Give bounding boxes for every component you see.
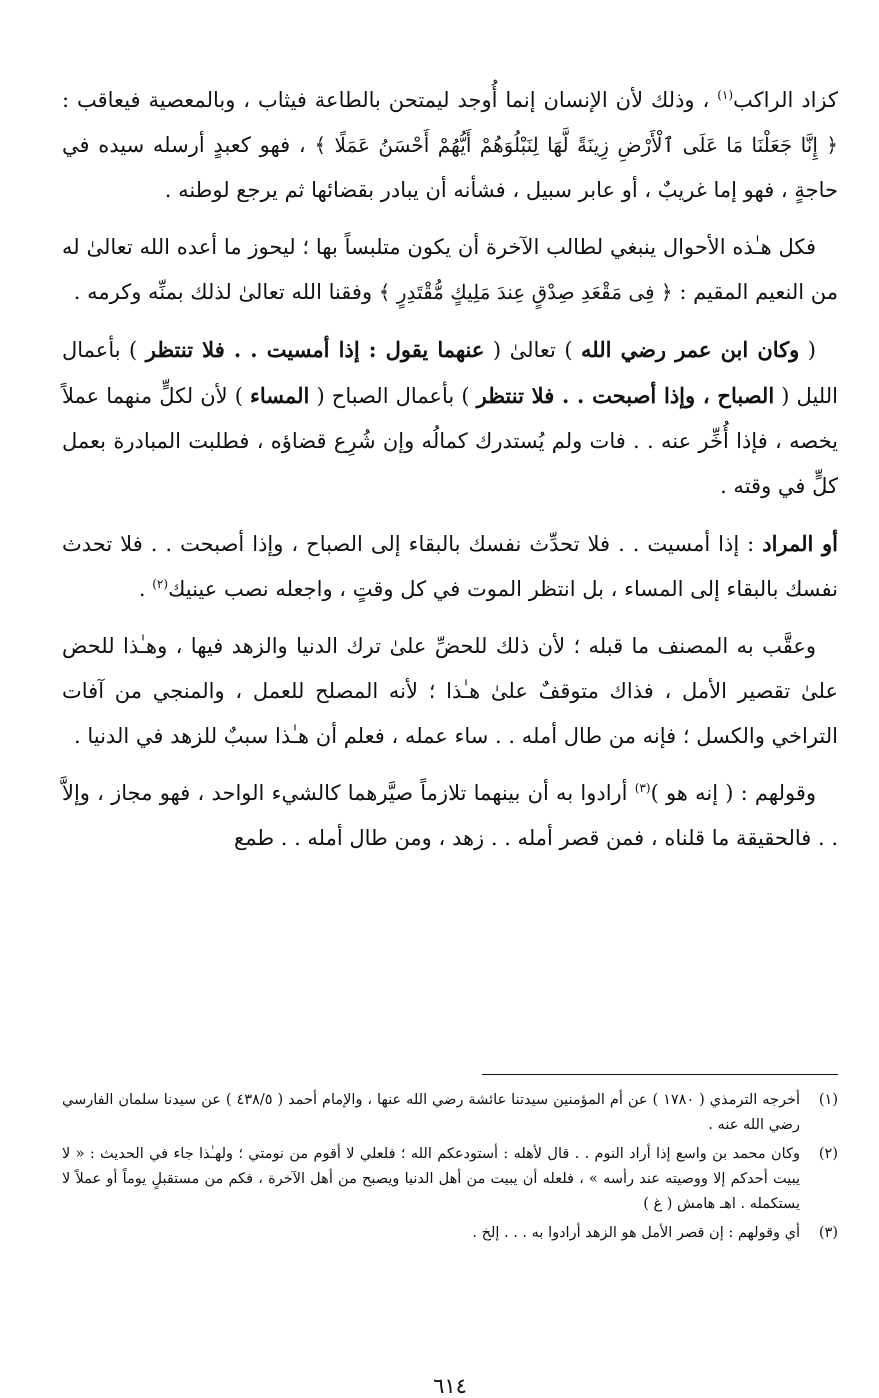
paragraph-3: [62, 327, 838, 509]
footnote-number: (٣): [818, 1225, 838, 1241]
footnote-ref-2[interactable]: (٢): [152, 577, 169, 591]
footnote-1: [62, 1088, 838, 1138]
hadith-text: الصباح ، وإذا أصبحت . . فلا تنتظر: [476, 383, 775, 408]
paragraph-5: [62, 624, 838, 759]
footnote-ref-3[interactable]: (٣): [634, 781, 651, 795]
text-run: ، فهو كعبدٍ أرسله سيده في حاجةٍ ، فهو إما غريبٌ ، أو عابر سبيل ، فشأنه أن يبادر بقضائها ثم يرجع لوطنه .: [62, 133, 838, 202]
text-run: (: [799, 338, 816, 362]
footnote-divider: [482, 1074, 838, 1075]
page-body: [62, 78, 839, 1398]
footnote-number: (١): [818, 1092, 838, 1108]
paragraph-6: [62, 771, 838, 861]
footnotes: [62, 1088, 838, 1250]
footnote-2: [62, 1142, 838, 1217]
text-run: ، وذلك لأن الإنسان إنما أُوجد ليمتحن بالطاعة فيثاب ، وبالمعصية فيعاقب :: [62, 88, 718, 112]
quran-verse: ﴿ إِنَّا جَعَلْنَا مَا عَلَى ٱلْأَرْضِ زِينَةً لَّهَا لِنَبْلُوَهُمْ أَيُّهُمْ أَحْسَنُ عَمَلًا ﴾: [314, 133, 838, 157]
text-run: ) تعالىٰ (: [484, 338, 582, 362]
text-run: كزاد الراكب: [733, 88, 839, 112]
term-bold: أو المراد: [762, 531, 838, 556]
text-run: أرادوا به أن بينهما تلازماً صيَّرهما كالشيء الواحد ، فهو مجاز ، وإلاَّ . . فالحقيقة ما قلناه ، فمن قصر أمله . . زهد ، ومن طال أمله . . طمع: [62, 781, 838, 850]
paragraph-2: [62, 225, 838, 315]
text-run: وعقَّب به المصنف ما قبله ؛ لأن ذلك للحضِّ علىٰ ترك الدنيا والزهد فيها ، وهـٰذا للحض علىٰ تقصير الأمل ، فذاك متوقفٌ علىٰ هـٰذا ؛ لأنه المصلح للعمل ، والمنجي من آفات التراخي والكسل ؛ فإنه من طال أمله . . ساء عمله ، فعلم أن هـٰذا سببٌ للزهد في الدنيا .: [62, 634, 838, 748]
footnote-number: (٢): [818, 1146, 838, 1162]
hadith-text: عنهما يقول : إذا أمسيت . . فلا تنتظر: [145, 337, 485, 362]
paragraph-4: [62, 521, 838, 612]
text-run: ) بأعمال الصباح (: [309, 384, 477, 408]
footnote-text: أخرجه الترمذي ( ١٧٨٠ ) عن أم المؤمنين سيدتنا عائشة رضي الله عنها ، والإمام أحمد ( ٤٣٨/٥ ) عن سيدنا سلمان الفارسي رضي الله عنه .: [62, 1092, 800, 1133]
paragraph-1: [62, 78, 838, 213]
footnote-3: [62, 1221, 838, 1246]
text-run: وقولهم : ( إنه هو ): [650, 781, 817, 805]
footnote-text: أي وقولهم : إن قصر الأمل هو الزهد أرادوا به . . . إلخ .: [472, 1225, 800, 1241]
hadith-text: المساء: [250, 383, 310, 408]
quran-verse: ﴿ فِى مَقْعَدِ صِدْقٍ عِندَ مَلِيكٍ مُّقْتَدِرٍ ﴾: [378, 280, 673, 304]
text-run: ) لأن لكلٍّ منهما عملاً يخصه ، فإذا أُخِّر عنه . . فات ولم يُستدرك كمالُه وإن شُرِع قضاؤه ، فطلبت المبادرة بعمل كلٍّ في وقته .: [62, 384, 838, 498]
hadith-text: وكان ابن عمر رضي الله: [581, 337, 800, 362]
text-run: .: [138, 577, 153, 601]
text-run: فكل هـٰذه الأحوال ينبغي لطالب الآخرة أن يكون متلبساً بها ؛ ليحوز ما أعده الله تعالىٰ له من النعيم المقيم :: [62, 235, 838, 304]
page-number: ٦١٤: [433, 1374, 467, 1398]
text-run: وفقنا الله تعالىٰ لذلك بمنِّه وكرمه .: [73, 280, 379, 304]
footnote-ref-1[interactable]: (١): [717, 88, 734, 102]
text-run: : إذا أمسيت . . فلا تحدِّث نفسك بالبقاء إلى الصباح ، وإذا أصبحت . . فلا تحدث نفسك بالبقاء إلى المساء ، بل انتظر الموت في كل وقتٍ ، واجعله نصب عينيك: [62, 532, 838, 601]
footnote-text: وكان محمد بن واسع إذا أراد النوم . . قال لأهله : أستودعكم الله ؛ فلعلي لا أقوم من نومتي ؛ ولهـٰذا جاء في الحديث : « لا يبيت أحدكم إلا ووصيته عند رأسه » ، فلعله أن يبيت من أهل الدنيا ويصبح من أهل الآخرة ، فكم من مستقبلٍ يوماً أو عملاً لا يستكمله . اهـ هامش ( غ ): [62, 1146, 800, 1212]
text-run: ) بأعمال الليل (: [62, 338, 838, 408]
